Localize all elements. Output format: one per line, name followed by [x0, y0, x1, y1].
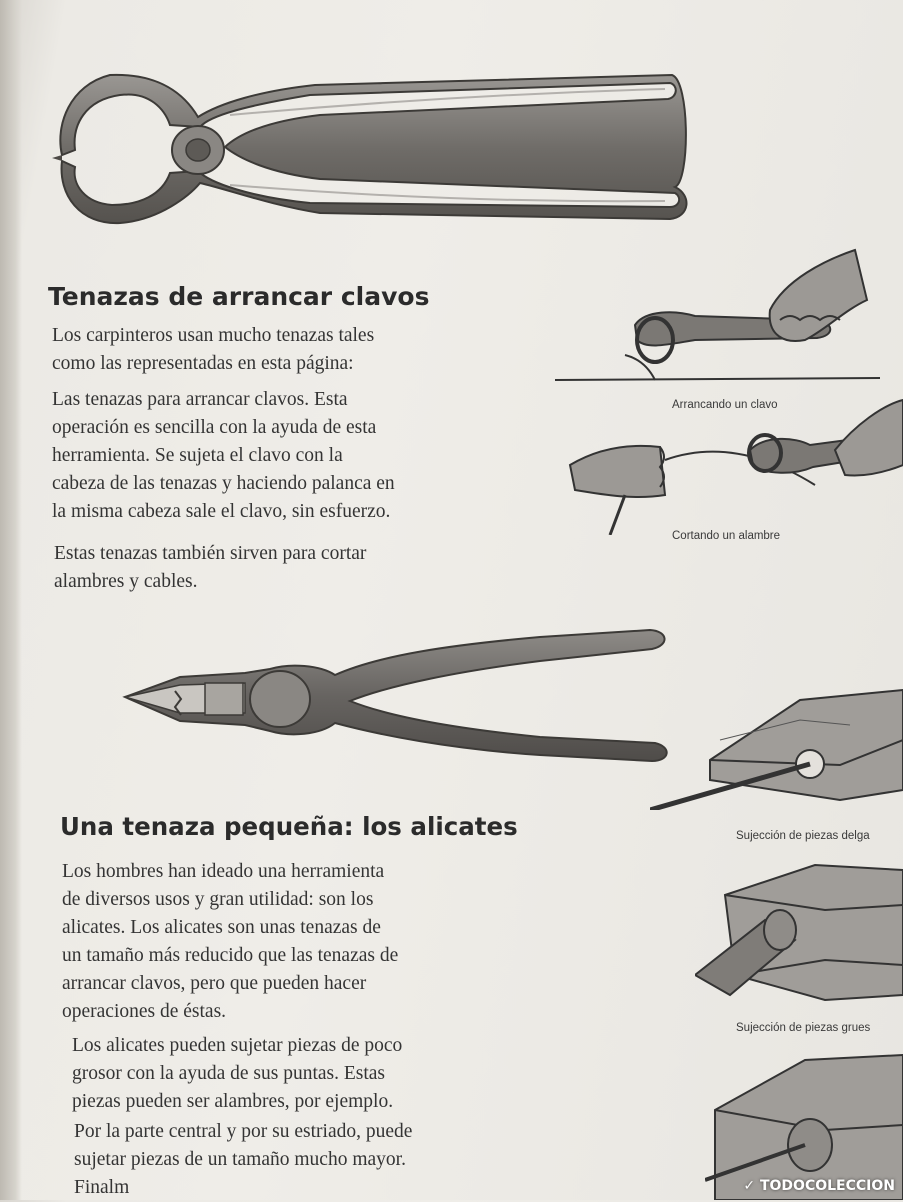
- caption-thin-pieces: Sujección de piezas delga: [736, 830, 870, 842]
- cutting-wire-illustration: [565, 395, 903, 535]
- watermark: ✓ TODOCOLECCION: [743, 1178, 895, 1194]
- caption-cutting-wire: Cortando un alambre: [672, 530, 781, 542]
- pincers-body-paragraph: [52, 386, 395, 526]
- text-line: Los hombres han ideado una herramienta: [62, 861, 385, 882]
- section-heading-pincers: Tenazas de arrancar clavos: [48, 282, 430, 311]
- text-line: Estas tenazas también sirven para cortar: [54, 543, 367, 564]
- text-line: arrancar clavos, pero que pueden hacer: [62, 973, 367, 994]
- text-line: herramienta. Se sujeta el clavo con la: [52, 445, 343, 466]
- text-line: operaciones de éstas.: [62, 1001, 227, 1022]
- text-line: Los carpinteros usan mucho tenazas tales: [52, 325, 375, 346]
- thick-pieces-grip-illustration: [695, 855, 903, 1005]
- text-line: Finalm: [74, 1177, 130, 1198]
- pliers-paragraph-2: [72, 1032, 402, 1116]
- pulling-nail-illustration: [555, 240, 880, 390]
- text-line: piezas pueden ser alambres, por ejemplo.: [72, 1091, 394, 1112]
- text-line: Las tenazas para arrancar clavos. Esta: [52, 389, 348, 410]
- text-line: sujetar piezas de un tamaño mucho mayor.: [74, 1149, 406, 1170]
- text-line: de diversos usos y gran utilidad: son los: [62, 889, 374, 910]
- caption-pulling-nail: Arrancando un clavo: [672, 399, 778, 411]
- text-line: cabeza de las tenazas y haciendo palanca en: [52, 473, 395, 494]
- text-line: grosor con la ayuda de sus puntas. Estas: [72, 1063, 386, 1084]
- thin-pieces-grip-illustration: [650, 680, 903, 810]
- text-line: como las representadas en esta página:: [52, 353, 354, 374]
- book-gutter-shadow: [0, 0, 22, 1200]
- section-heading-pliers: Una tenaza pequeña: los alicates: [60, 812, 518, 841]
- text-line: Los alicates pueden sujetar piezas de poco: [72, 1035, 403, 1056]
- text-line: alambres y cables.: [54, 571, 198, 592]
- pliers-paragraph-1: [62, 858, 398, 1026]
- text-line: alicates. Los alicates son unas tenazas de: [62, 917, 381, 938]
- nail-pincers-illustration: [50, 55, 690, 230]
- text-line: operación es sencilla con la ayuda de esta: [52, 417, 377, 438]
- text-line: Por la parte central y por su estriado, puede: [74, 1121, 413, 1142]
- text-line: la misma cabeza sale el clavo, sin esfuerzo.: [52, 501, 391, 522]
- pliers-illustration: [120, 625, 675, 765]
- pliers-paragraph-3: [74, 1118, 412, 1202]
- caption-thick-pieces: Sujección de piezas grues: [736, 1022, 871, 1034]
- pincers-intro-paragraph: [52, 322, 374, 378]
- pincers-extra-paragraph: [54, 540, 366, 596]
- text-line: un tamaño más reducido que las tenazas de: [62, 945, 399, 966]
